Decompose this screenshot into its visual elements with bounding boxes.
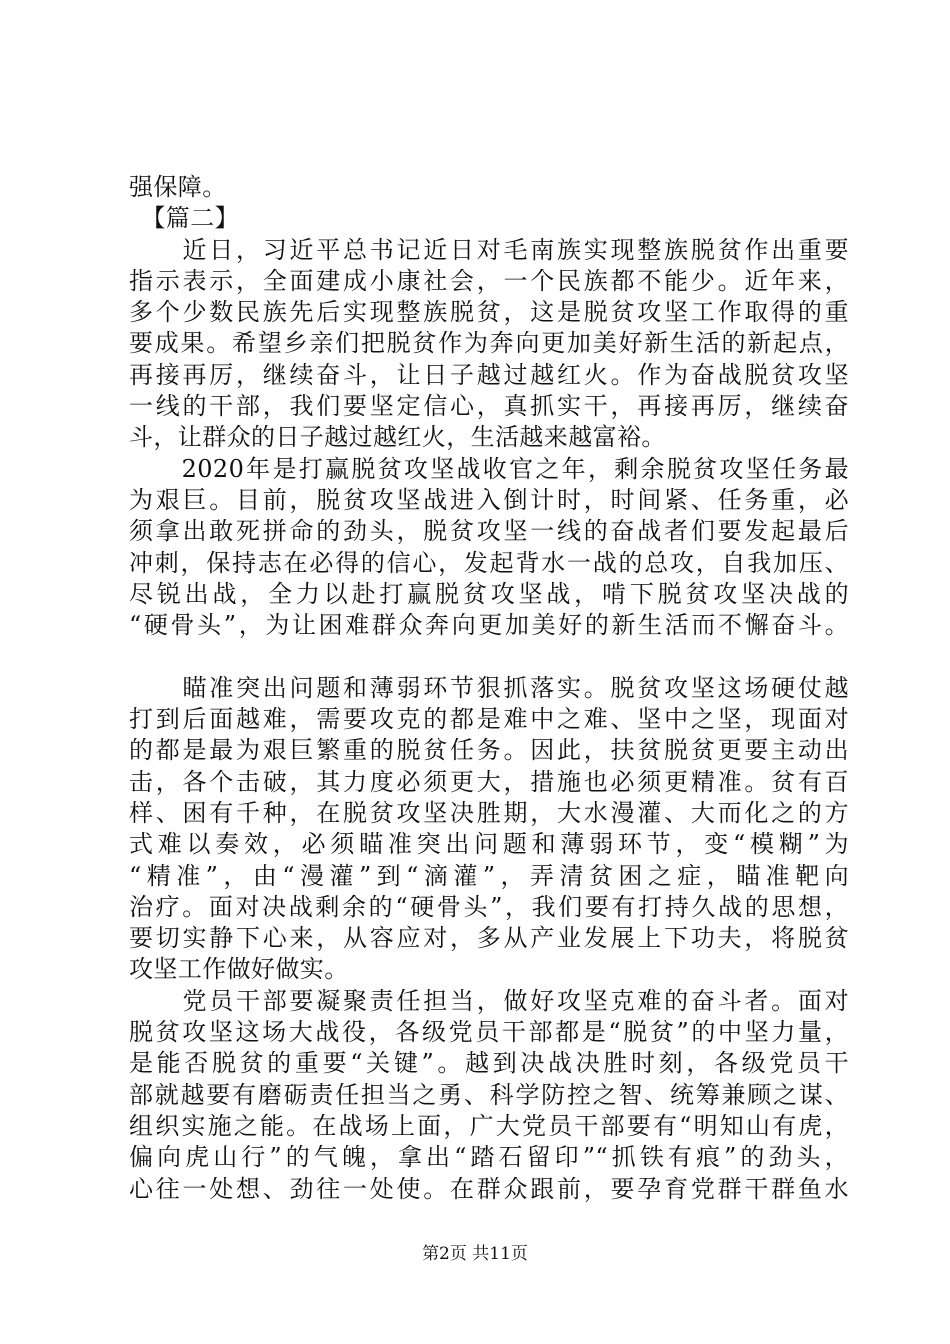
page-number-footer: 第2页 共11页 — [422, 1244, 528, 1264]
text-line: 击，各个击破，其力度必须更大，措施也必须更精准。贫有百 — [129, 767, 849, 796]
blank-line — [129, 641, 849, 672]
text-line: 脱贫攻坚这场大战役，各级党员干部都是“脱贫”的中坚力量， — [129, 1018, 849, 1047]
text-line: 强保障。 — [129, 173, 227, 201]
text-line: 2020年是打赢脱贫攻坚战收官之年，剩余脱贫攻坚任务最 — [129, 454, 849, 483]
text-line: 偏向虎山行”的气魄，拿出“踏石留印”“抓铁有痕”的劲头， — [129, 1143, 849, 1172]
text-line: 斗，让群众的日子越过越红火，生活越来越富裕。 — [129, 423, 666, 452]
text-line: 一线的干部，我们要坚定信心，真抓实干，再接再厉，继续奋 — [129, 392, 849, 421]
text-line: 要成果。希望乡亲们把脱贫作为奔向更加美好新生活的新起点， — [129, 329, 849, 358]
text-line: 式难以奏效，必须瞄准突出问题和薄弱环节，变“模糊”为 — [129, 830, 849, 859]
text-line: 尽锐出战，全力以赴打赢脱贫攻坚战，啃下脱贫攻坚决战的 — [129, 579, 849, 608]
text-line: 的都是最为艰巨繁重的脱贫任务。因此，扶贫脱贫更要主动出 — [129, 736, 849, 765]
text-line: 为艰巨。目前，脱贫攻坚战进入倒计时，时间紧、任务重，必 — [129, 485, 849, 514]
text-line: 瞄准突出问题和薄弱环节狠抓落实。脱贫攻坚这场硬仗越 — [129, 673, 849, 702]
text-line: 是能否脱贫的重要“关键”。越到决战决胜时刻，各级党员干 — [129, 1049, 849, 1078]
section-heading: 【篇二】 — [129, 204, 239, 233]
text-line: 治疗。面对决战剩余的“硬骨头”，我们要有打持久战的思想， — [129, 892, 849, 921]
text-line: “精准”，由“漫灌”到“滴灌”，弄清贫困之症，瞄准靶向 — [129, 861, 849, 890]
text-line: 样、困有千种，在脱贫攻坚决胜期，大水漫灌、大而化之的方 — [129, 798, 849, 827]
text-line: 须拿出敢死拼命的劲头，脱贫攻坚一线的奋战者们要发起最后 — [129, 517, 849, 546]
text-line: 心往一处想、劲往一处使。在群众跟前，要孕育党群干群鱼水 — [129, 1174, 849, 1203]
text-line: 党员干部要凝聚责任担当，做好攻坚克难的奋斗者。面对 — [129, 986, 849, 1015]
text-line: 再接再厉，继续奋斗，让日子越过越红火。作为奋战脱贫攻坚 — [129, 360, 849, 389]
text-line: 攻坚工作做好做实。 — [129, 955, 349, 984]
text-line: 组织实施之能。在战场上面，广大党员干部要有“明知山有虎， — [129, 1111, 849, 1140]
document-body — [129, 172, 849, 1205]
text-line: 打到后面越难，需要攻克的都是难中之难、坚中之坚，现面对 — [129, 705, 849, 734]
text-line: 近日，习近平总书记近日对毛南族实现整族脱贫作出重要 — [129, 235, 849, 264]
text-line: 指示表示，全面建成小康社会，一个民族都不能少。近年来， — [129, 266, 849, 295]
text-line: 部就越要有磨砺责任担当之勇、科学防控之智、统筹兼顾之谋、 — [129, 1080, 849, 1109]
text-line: “硬骨头”，为让困难群众奔向更加美好的新生活而不懈奋斗。 — [129, 611, 849, 640]
text-line: 冲刺，保持志在必得的信心，发起背水一战的总攻，自我加压、 — [129, 548, 849, 577]
text-line: 多个少数民族先后实现整族脱贫，这是脱贫攻坚工作取得的重 — [129, 298, 849, 327]
text-line: 要切实静下心来，从容应对，多从产业发展上下功夫，将脱贫 — [129, 924, 849, 953]
